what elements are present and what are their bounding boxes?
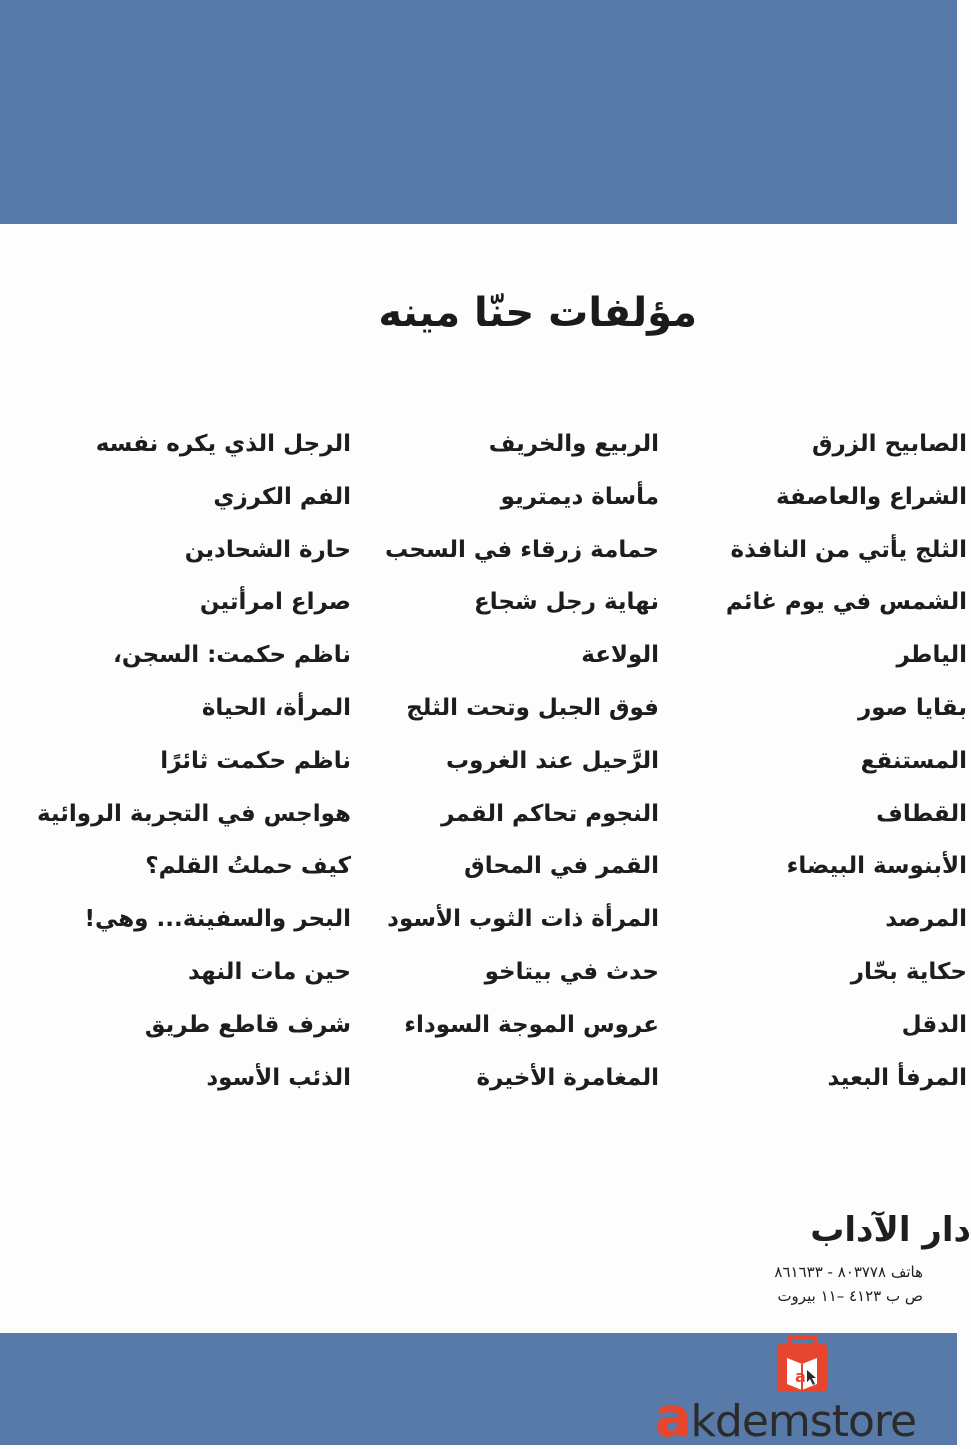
store-watermark — [645, 1328, 957, 1449]
book-title: الدقل — [901, 1011, 967, 1038]
book-title: المغامرة الأخيرة — [476, 1064, 659, 1091]
page-title: مؤلفات حنّا مينه — [378, 290, 697, 336]
book-title: حمامة زرقاء في السحب — [385, 536, 659, 563]
book-title: القمر في المحاق — [464, 853, 659, 880]
book-cart-icon — [773, 1334, 831, 1396]
book-title: حارة الشحادين — [184, 536, 351, 563]
book-title: الرجل الذي يكره نفسه — [95, 431, 351, 457]
book-title: كيف حملتُ القلم؟ — [145, 853, 351, 880]
book-title: البحر والسفينة... وهي! — [84, 906, 351, 933]
book-title: الصابيح الزرق — [811, 431, 967, 457]
svg-text:a: a — [795, 1367, 806, 1386]
book-title: ناظم حكمت: السجن، — [113, 642, 351, 669]
book-title: الربيع والخريف — [488, 431, 659, 457]
book-title: فوق الجبل وتحت الثلج — [406, 694, 659, 721]
publisher-address: ص ب ٤١٢٣ –١١ بيروت — [777, 1287, 923, 1305]
store-wordmark-rest: kdemstore — [690, 1396, 917, 1447]
store-wordmark-initial: a — [655, 1386, 691, 1449]
book-title: الذئب الأسود — [206, 1064, 351, 1091]
publisher-phone: هاتف ٨٠٣٧٧٨ - ٨٦١٦٣٣ — [774, 1263, 923, 1281]
book-title: نهاية رجل شجاع — [474, 589, 659, 616]
book-title: الرَّحيل عند الغروب — [446, 747, 659, 774]
book-title: بقايا صور — [858, 694, 967, 721]
book-title: الياطر — [896, 642, 967, 669]
book-title: عروس الموجة السوداء — [404, 1011, 659, 1038]
book-title: القطاف — [876, 800, 967, 827]
book-title: ناظم حكمت ثائرًا — [160, 747, 351, 774]
titles-column-middle — [359, 418, 659, 1104]
book-title: الأبنوسة البيضاء — [786, 853, 967, 880]
book-title: المرفأ البعيد — [827, 1064, 967, 1091]
publisher-name: دار الآداب — [810, 1210, 971, 1250]
book-title: المستنقع — [860, 747, 967, 774]
store-wordmark — [655, 1386, 917, 1449]
book-title: المرأة ذات الثوب الأسود — [387, 906, 659, 933]
book-title: الفم الكرزي — [213, 483, 351, 510]
book-title: النجوم تحاكم القمر — [441, 800, 659, 827]
publisher-block — [537, 1200, 971, 1308]
book-title: حدث في بيتاخو — [484, 958, 659, 985]
book-title: هواجس في التجربة الروائية — [36, 800, 351, 827]
book-title: الشراع والعاصفة — [776, 483, 967, 510]
book-title: مأساة ديمتريو — [500, 483, 659, 510]
titles-column-left — [11, 418, 351, 1104]
book-title: الشمس في يوم غائم — [725, 589, 967, 616]
book-title: المرأة، الحياة — [201, 694, 351, 721]
book-title: الثلج يأتي من النافذة — [730, 536, 967, 563]
book-title: شرف قاطع طريق — [144, 1011, 351, 1038]
book-title: حين مات النهد — [187, 958, 351, 985]
book-title: حكاية بحّار — [850, 958, 967, 985]
book-title: صراع امرأتين — [199, 589, 351, 616]
titles-column-right — [725, 418, 967, 1104]
cover-top-band — [0, 0, 957, 224]
book-title: المرصد — [885, 906, 967, 933]
book-title: الولاعة — [581, 642, 659, 669]
